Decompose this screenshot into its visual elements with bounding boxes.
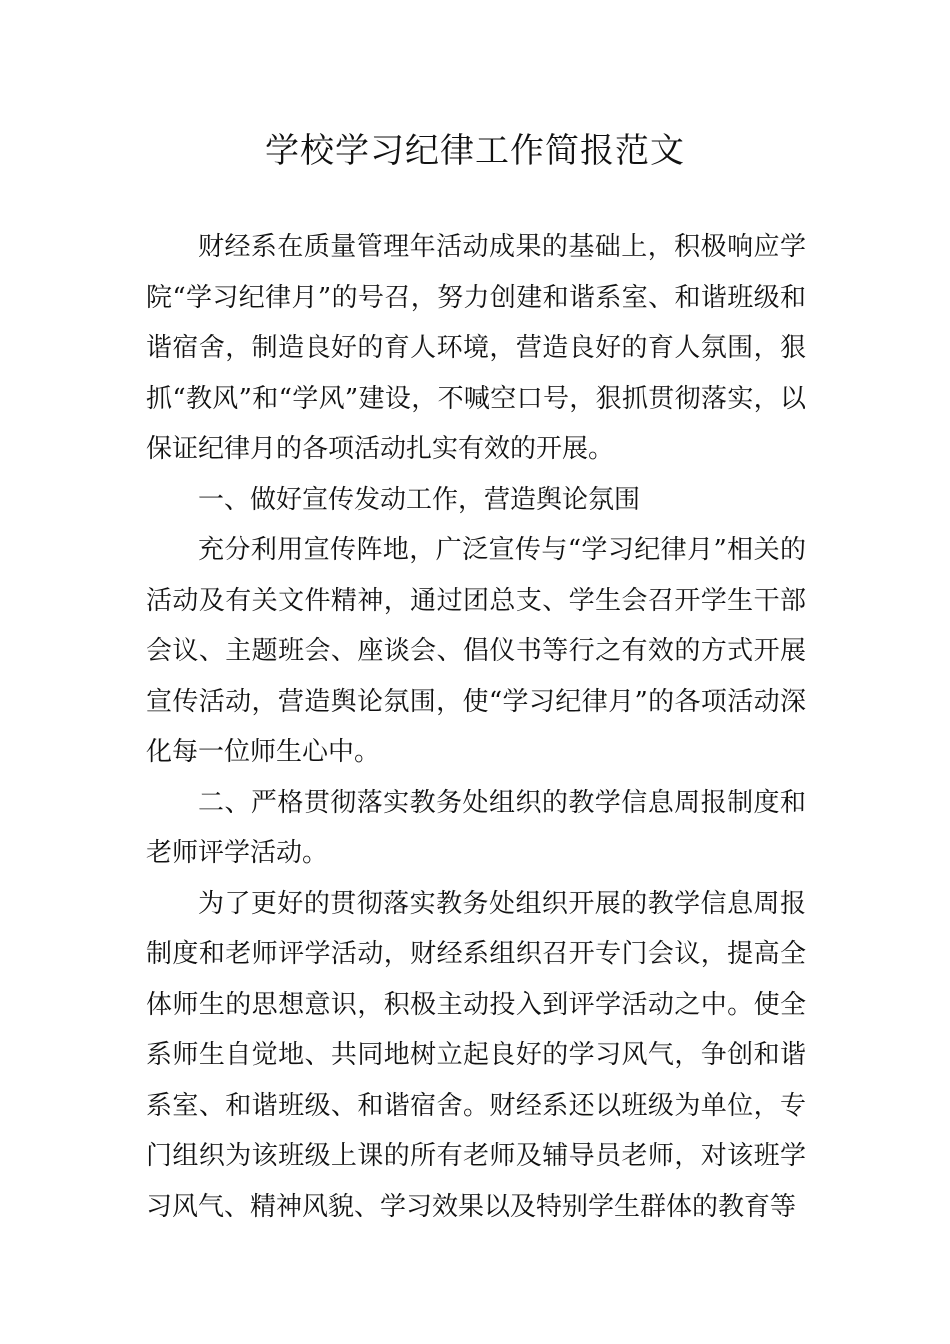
document-body: [146, 222, 806, 1232]
section-heading-2: 二、严格贯彻落实教务处组织的教学信息周报制度和老师评学活动。: [146, 787, 806, 868]
paragraph-section-2: 为了更好的贯彻落实教务处组织开展的教学信息周报制度和老师评学活动，财经系组织召开专门会议，提高全体师生的思想意识，积极主动投入到评学活动之中。使全系师生自觉地、共同地树立起良好的学习风气，争创和谐系室、和谐班级、和谐宿舍。财经系还以班级为单位，专门组织为该班级上课的所有老师及辅导员老师，对该班学习风气、精神风貌、学习效果以及特别学生群体的教育等: [146, 888, 806, 1222]
document-title: 学校学习纪律工作简报范文: [265, 131, 685, 171]
paragraph-section-1: 充分利用宣传阵地，广泛宣传与“学习纪律月”相关的活动及有关文件精神，通过团总支、学生会召开学生干部会议、主题班会、座谈会、倡仪书等行之有效的方式开展宣传活动，营造舆论氛围，使“学习纪律月”的各项活动深化每一位师生心中。: [146, 535, 806, 767]
section-heading-1: 一、做好宣传发动工作，营造舆论氛围: [198, 484, 641, 515]
paragraph-intro: 财经系在质量管理年活动成果的基础上，积极响应学院“学习纪律月”的号召，努力创建和谐系室、和谐班级和谐宿舍，制造良好的育人环境，营造良好的育人氛围，狠抓“教风”和“学风”建设，不喊空口号，狠抓贯彻落实，以保证纪律月的各项活动扎实有效的开展。: [146, 232, 806, 464]
